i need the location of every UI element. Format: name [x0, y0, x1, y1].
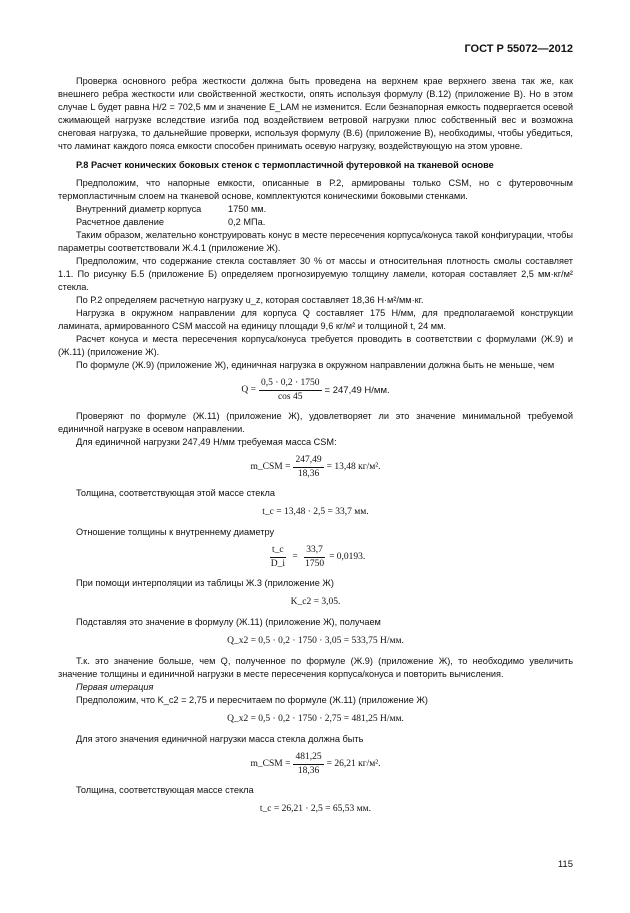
param-row	[58, 203, 573, 216]
fraction-denominator: cos 45	[277, 392, 303, 402]
iteration-title: Первая итерация	[76, 682, 154, 692]
paragraph: Толщина, соответствующая этой массе стекла	[76, 488, 275, 498]
param-label: Расчетное давление	[76, 217, 164, 227]
fraction	[293, 752, 323, 777]
formula-qx2: Q_x2 = 0,5 · 0,2 · 1750 · 3,05 = 533,75 Н/мм.	[227, 636, 404, 646]
fraction-numerator: 247,49	[293, 455, 323, 468]
param-value: 0,2 МПа.	[228, 217, 266, 227]
formula-rhs: = 247,49 Н/мм.	[324, 385, 390, 396]
fraction-numerator: t_c	[270, 545, 286, 558]
formula-rhs: = 26,21 кг/м².	[326, 759, 381, 769]
paragraph: Проверяют по формуле (Ж.11) (приложение Ж), удовлетворяет ли это значение минимальной требуемой единичной нагрузке в осевом направлении.	[58, 411, 573, 434]
standard-header: ГОСТ Р 55072—2012	[464, 43, 573, 55]
formula-lhs: m_CSM =	[250, 759, 291, 769]
paragraph: Расчет конуса и места пересечения корпуса/конуса требуется проводить в соответствии с формулами (Ж.9) и (Ж.11) (приложение Ж).	[58, 334, 573, 357]
fraction-numerator: 0,5 · 0,2 · 1750	[259, 378, 322, 391]
fraction-denominator: D_i	[270, 559, 285, 569]
fraction-numerator: 33,7	[304, 545, 325, 558]
formula-lhs: m_CSM =	[250, 462, 291, 472]
param-label: Внутренний диаметр корпуса	[76, 204, 202, 214]
paragraph: При помощи интерполяции из таблицы Ж.3 (приложение Ж)	[76, 578, 334, 588]
formula-lhs: Q =	[241, 385, 256, 395]
paragraph: Предположим, что содержание стекла составляет 30 % от массы и относительная плотность смолы составляет 1.1. По рисунку Б.5 (приложение Б) определяем прогнозируемую толщину ламели, которая составляет 2,5 мм·кг/м² стекла.	[58, 256, 573, 292]
fraction	[269, 545, 287, 570]
paragraph: Проверка основного ребра жесткости должна быть проведена на верхнем крае верхнего звена так же, как внешнего ребра жесткости или свойственной жесткости, опять используя формулу (В.12) (приложение В). Но в этом случае L будет равна H/2 = 702,5 мм и значение E_LAM не изменится. Если безнапорная емкость подвергается осевой сжимающей нагрузке вследствие изгиба под воздействием ветровой нагрузки плюс собственный вес и возможна снеговая нагрузка, то дальнейшие проверки, используя формулу (В.6) (приложение В), необходимы, чтобы убедиться, что ламинат каждого пояса емкости способен принимать осевую нагрузку, воздействующую на этом уровне.	[58, 76, 573, 151]
paragraph: Подставляя это значение в формулу (Ж.11) (приложение Ж), получаем	[76, 617, 381, 627]
page-number: 115	[557, 859, 573, 870]
formula-rhs: = 0,0193.	[329, 552, 366, 562]
paragraph: Для этого значения единичной нагрузки масса стекла должна быть	[76, 734, 364, 744]
fraction-denominator: 1750	[305, 559, 325, 569]
fraction	[293, 455, 323, 480]
formula-kc2: K_c2 = 3,05.	[290, 597, 341, 607]
section-title: Р.8 Расчет конических боковых стенок с термопластичной футеровкой на тканевой основе	[76, 160, 494, 170]
page-content	[58, 75, 573, 823]
formula-q	[58, 378, 573, 403]
formula-mcsm	[58, 455, 573, 480]
paragraph: По Р.2 определяем расчетную нагрузку u_z, которая составляет 18,36 Н·м²/мм·кг.	[76, 295, 424, 305]
formula-rhs: = 13,48 кг/м².	[326, 462, 381, 472]
formula-ratio: $\frac{t\_c}{D\_i}$ = $\frac{33,7}{1750}$ = 0,0193.	[270, 545, 366, 569]
fraction-denominator: 18,36	[297, 766, 320, 776]
paragraph: Т.к. это значение больше, чем Q, полученное по формуле (Ж.9) (приложение Ж), то необходимо увеличить значение толщины и единичной нагрузки в месте пересечения корпуса/конуса и повторить вычисления.	[58, 656, 573, 679]
formula-mcsm-iter	[58, 752, 573, 777]
fraction	[259, 378, 322, 403]
formula-qx2-iter: Q_x2 = 0,5 · 0,2 · 1750 · 2,75 = 481,25 Н/мм.	[227, 714, 404, 724]
paragraph: По формуле (Ж.9) (приложение Ж), единичная нагрузка в окружном направлении должна быть не меньше, чем	[76, 360, 555, 370]
paragraph: Таким образом, желательно конструировать конус в месте пересечения корпуса/конуса такой конфигурации, чтобы параметры соответствовали Ж.4.1 (приложение Ж).	[58, 230, 573, 253]
param-row	[58, 216, 573, 229]
paragraph: Толщина, соответствующая массе стекла	[76, 785, 254, 795]
formula-thickness-iter: t_c = 26,21 · 2,5 = 65,53 мм.	[259, 804, 372, 814]
paragraph: Для единичной нагрузки 247,49 Н/мм требуемая масса CSM:	[76, 437, 337, 447]
fraction-denominator: 18,36	[297, 469, 320, 479]
paragraph: Отношение толщины к внутреннему диаметру	[76, 527, 275, 537]
paragraph: Предположим, что K_c2 = 2,75 и пересчитаем по формуле (Ж.11) (приложение Ж)	[76, 695, 428, 705]
fraction	[303, 545, 326, 570]
formula-thickness: t_c = 13,48 · 2,5 = 33,7 мм.	[262, 507, 369, 517]
paragraph: Нагрузка в окружном направлении для корпуса Q составляет 175 Н/мм, для предполагаемой конструкции ламината, армированного CSM массой на единицу площади 9,6 кг/м² и толщиной t, 24 мм.	[58, 308, 573, 331]
param-value: 1750 мм.	[228, 204, 267, 214]
fraction-numerator: 481,25	[293, 752, 323, 765]
paragraph: Предположим, что напорные емкости, описанные в Р.2, армированы только CSM, но с футеровочным термопластичным слоем на тканевой основе, комплектуются коническими боковыми стенками.	[58, 178, 573, 201]
